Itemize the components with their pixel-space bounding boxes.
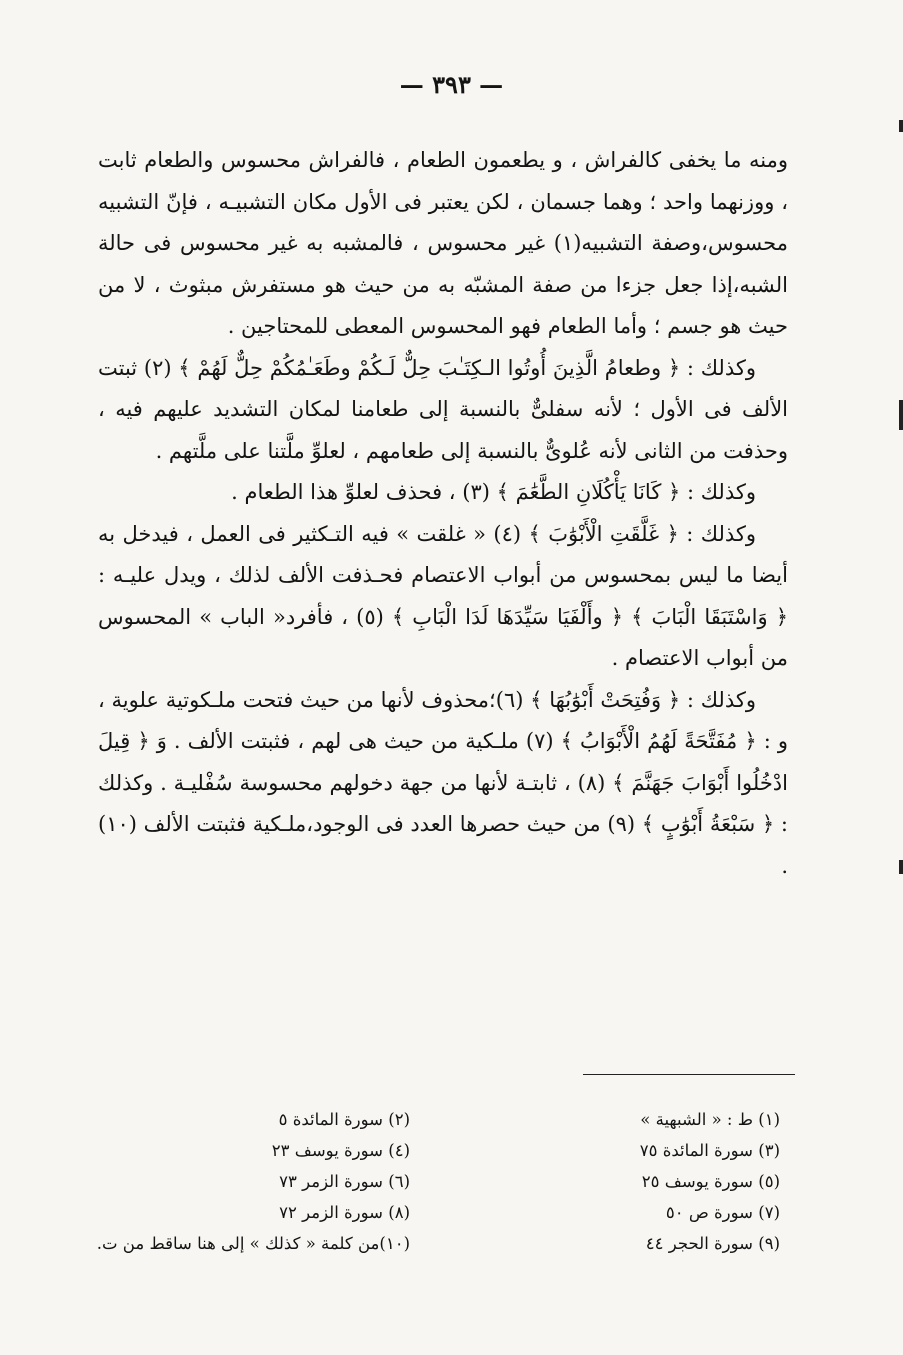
paragraph-text: وكذلك : ﴿ وطعامُ الَّذِينَ أُوتُوا الـكِتَـٰبَ حِلٌّ لَـكُمْ وطَعَـٰمُكُمْ حِلٌّ لَهُمْ ﴾ (٢) ثبتت الألف فى الأول ؛ لأنه سفلىٌّ بالنسبة إلى طعامنا لمكان التشديد عليهم فيه ، وحذفت من الثانى لأنه عُلوىٌّ بالنسبة إلى طعامهم ، لعلوِّ ملَّتنا على ملَّتهم . (98, 355, 788, 463)
footnote: (٦) سورة الزمر ٧٣ (279, 1172, 410, 1191)
paragraph (98, 140, 788, 348)
scan-edge-mark (899, 120, 903, 132)
main-text (98, 140, 788, 887)
paragraph (98, 472, 788, 514)
footnotes (80, 1106, 780, 1257)
footnote: (٥) سورة يوسف ٢٥ (641, 1172, 780, 1191)
footnote: (٨) سورة الزمر ٧٢ (279, 1203, 410, 1222)
scan-edge-mark (899, 860, 903, 874)
paragraph-text: وكذلك : ﴿ كَانَا يَأْكُلَانِ الطَّعَٰمَ ﴾ (٣) ، فحذف لعلوِّ هذا الطعام . (231, 480, 756, 504)
footnote: (٧) سورة ص ٥٠ (665, 1203, 780, 1222)
paragraph (98, 514, 788, 680)
paragraph-text: وكذلك : ﴿ وَفُتِحَتْ أَبْوَٰبُهَا ﴾ (٦)؛محذوف لأنها من حيث فتحت ملـكوتية علوية ، و : ﴿ مُفَتَّحَةً لَهُمُ الْأَبْوَابُ ﴾ (٧) ملـكية من حيث هى لهم ، فثبتت الألف . وَ ﴿ قِيلَ ادْخُلُوا أَبْوَابَ جَهَنَّمَ ﴾ (٨) ، ثابتـة لأنها من جهة دخولهم محسوسة سُفْليـة . وكذلك : ﴿ سَبْعَةُ أَبْوَٰبٍ ﴾ (٩) من حيث حصرها العدد فى الوجود،ملـكية فثبتت الألف (١٠) . (98, 687, 788, 878)
footnote: (٤) سورة يوسف ٢٣ (271, 1141, 410, 1160)
footnote: (١٠)من كلمة « كذلك » إلى هنا ساقط من ت. (96, 1234, 410, 1253)
page-number: — ٣٩٣ — (399, 70, 504, 99)
footnote: (٩) سورة الحجر ٤٤ (645, 1234, 780, 1253)
footnote-divider (583, 1074, 795, 1075)
paragraph-text: وكذلك : ﴿ غَلَّقَتِ الْأَبْوَٰبَ ﴾ (٤) « غلقت » فيه التـكثير فى العمل ، فيدخل به أيضا ما ليس بمحسوس من أبواب الاعتصام فحـذفت الألف لذلك ، ويدل عليـه : ﴿ وَاسْتَبَقَا الْبَابَ ﴾ ﴿ وأَلْفَيَا سَيِّدَهَا لَدَا الْبَابِ ﴾ (٥) ، فأفرد« الباب » المحسوس من أبواب الاعتصام . (98, 521, 788, 670)
footnote: (١) ط : « الشبهية » (640, 1110, 780, 1129)
paragraph (98, 680, 788, 888)
scan-edge-mark (899, 400, 903, 430)
paragraph (98, 348, 788, 473)
paragraph-text: ومنه ما يخفى كالفراش ، و يطعمون الطعام ، فالفراش محسوس والطعام ثابت ، ووزنهما واحد ؛ وهما جسمان ، لكن يعتبر فى الأول مكان التشبيـه ، فإنّ التشبيه محسوس،وصفة التشبيه(١) غير محسوس ، فالمشبه به غير محسوس فى حالة الشبه،إذا جعل جزءا من صفة المشبّه به من حيث هو مستفرش مبثوث ، لا من حيث هو جسم ؛ وأما الطعام فهو المحسوس المعطى للمحتاجين . (98, 148, 788, 338)
footnote: (٢) سورة المائدة ٥ (278, 1110, 410, 1129)
footnote: (٣) سورة المائدة ٧٥ (639, 1141, 780, 1160)
